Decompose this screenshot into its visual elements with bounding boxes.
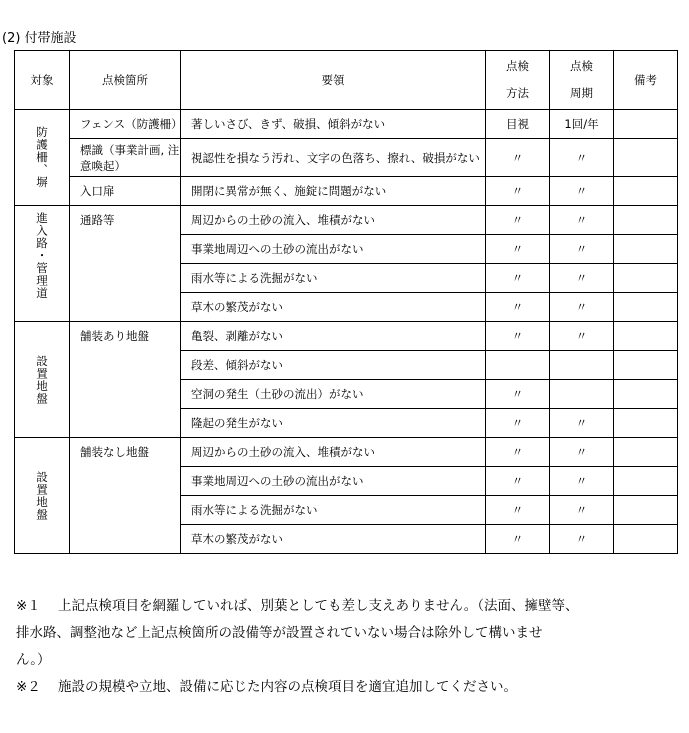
location-cell: 舗装なし地盤 (70, 438, 181, 554)
point-cell: 空洞の発生（土砂の流出）がない (181, 380, 486, 409)
location-cell: 通路等 (70, 206, 181, 322)
method-cell: 〃 (486, 139, 550, 177)
remarks-cell (614, 496, 678, 525)
method-cell: 〃 (486, 438, 550, 467)
remarks-cell (614, 110, 678, 139)
cycle-cell: 〃 (550, 293, 614, 322)
remarks-cell (614, 264, 678, 293)
cycle-cell: 1回/年 (550, 110, 614, 139)
target-label: 防護柵、塀 (35, 126, 49, 189)
table-row (15, 139, 678, 177)
note-1-mark: ※１ (16, 598, 41, 614)
cycle-cell: 〃 (550, 264, 614, 293)
method-cell: 〃 (486, 467, 550, 496)
header-remarks: 備考 (614, 51, 678, 110)
header-cycle-line2: 周期 (570, 86, 593, 100)
method-cell: 〃 (486, 206, 550, 235)
method-cell: 〃 (486, 264, 550, 293)
note-2-mark: ※２ (16, 679, 41, 695)
target-cell (15, 438, 70, 554)
target-label: 進入路・管理道 (35, 212, 49, 300)
table-row (15, 110, 678, 139)
remarks-cell (614, 351, 678, 380)
point-cell: 視認性を損なう汚れ、文字の色落ち、擦れ、破損がない (181, 139, 486, 177)
note-1-line-1: 上記点検項目を網羅していれば、別葉としても差し支えありません。（法面、擁壁等、 (58, 598, 579, 614)
target-label: 設置地盤 (35, 354, 49, 405)
note-1 (16, 593, 686, 620)
point-cell: 事業地周辺への土砂の流出がない (181, 467, 486, 496)
method-cell: 〃 (486, 177, 550, 206)
table-row (15, 177, 678, 206)
method-cell: 〃 (486, 235, 550, 264)
table-row (15, 438, 678, 467)
table-row (15, 322, 678, 351)
cycle-cell: 〃 (550, 322, 614, 351)
method-cell: 〃 (486, 409, 550, 438)
location-cell: 標識（事業計画, 注意喚起） (70, 139, 181, 177)
cycle-cell (550, 351, 614, 380)
point-cell: 隆起の発生がない (181, 409, 486, 438)
note-1-line-3: ん。） (16, 652, 51, 668)
header-points: 要領 (181, 51, 486, 110)
remarks-cell (614, 293, 678, 322)
cycle-cell: 〃 (550, 496, 614, 525)
header-location: 点検箇所 (70, 51, 181, 110)
cycle-cell: 〃 (550, 525, 614, 554)
note-2-line-1: 施設の規模や立地、設備に応じた内容の点検項目を適宜追加してください。 (58, 679, 517, 695)
inspection-table (14, 50, 678, 554)
point-cell: 段差、傾斜がない (181, 351, 486, 380)
remarks-cell (614, 525, 678, 554)
note-2 (16, 674, 686, 701)
point-cell: 亀裂、剥離がない (181, 322, 486, 351)
remarks-cell (614, 322, 678, 351)
point-cell: 周辺からの土砂の流入、堆積がない (181, 206, 486, 235)
method-cell (486, 351, 550, 380)
method-cell: 〃 (486, 293, 550, 322)
point-cell: 雨水等による洗掘がない (181, 264, 486, 293)
table-header-row (15, 51, 678, 110)
point-cell: 事業地周辺への土砂の流出がない (181, 235, 486, 264)
cycle-cell: 〃 (550, 438, 614, 467)
target-cell (15, 110, 70, 206)
method-cell: 〃 (486, 322, 550, 351)
target-cell (15, 322, 70, 438)
cycle-cell: 〃 (550, 467, 614, 496)
point-cell: 草木の繁茂がない (181, 525, 486, 554)
header-cycle-line1: 点検 (570, 59, 593, 73)
header-target: 対象 (15, 51, 70, 110)
cycle-cell (550, 380, 614, 409)
remarks-cell (614, 139, 678, 177)
point-cell: 草木の繁茂がない (181, 293, 486, 322)
method-cell: 〃 (486, 496, 550, 525)
point-cell: 著しいさび、きず、破損、傾斜がない (181, 110, 486, 139)
location-cell: フェンス（防護柵） (70, 110, 181, 139)
remarks-cell (614, 177, 678, 206)
method-cell: 〃 (486, 380, 550, 409)
method-cell: 〃 (486, 525, 550, 554)
section-heading: (2) 付帯施設 (2, 31, 77, 46)
target-cell (15, 206, 70, 322)
cycle-cell: 〃 (550, 177, 614, 206)
cycle-cell: 〃 (550, 235, 614, 264)
point-cell: 雨水等による洗掘がない (181, 496, 486, 525)
header-method-line2: 方法 (506, 86, 529, 100)
method-cell: 目視 (486, 110, 550, 139)
point-cell: 周辺からの土砂の流入、堆積がない (181, 438, 486, 467)
remarks-cell (614, 467, 678, 496)
remarks-cell (614, 409, 678, 438)
table-row (15, 206, 678, 235)
target-label: 設置地盤 (35, 470, 49, 521)
cycle-cell: 〃 (550, 139, 614, 177)
remarks-cell (614, 438, 678, 467)
header-cycle (550, 51, 614, 110)
location-cell: 舗装あり地盤 (70, 322, 181, 438)
remarks-cell (614, 206, 678, 235)
cycle-cell: 〃 (550, 206, 614, 235)
notes-section (16, 593, 686, 701)
remarks-cell (614, 380, 678, 409)
location-cell: 入口扉 (70, 177, 181, 206)
note-1-line-2: 排水路、調整池など上記点検箇所の設備等が設置されていない場合は除外して構いませ (16, 625, 543, 641)
header-method (486, 51, 550, 110)
remarks-cell (614, 235, 678, 264)
point-cell: 開閉に異常が無く、施錠に問題がない (181, 177, 486, 206)
cycle-cell: 〃 (550, 409, 614, 438)
header-method-line1: 点検 (506, 59, 529, 73)
